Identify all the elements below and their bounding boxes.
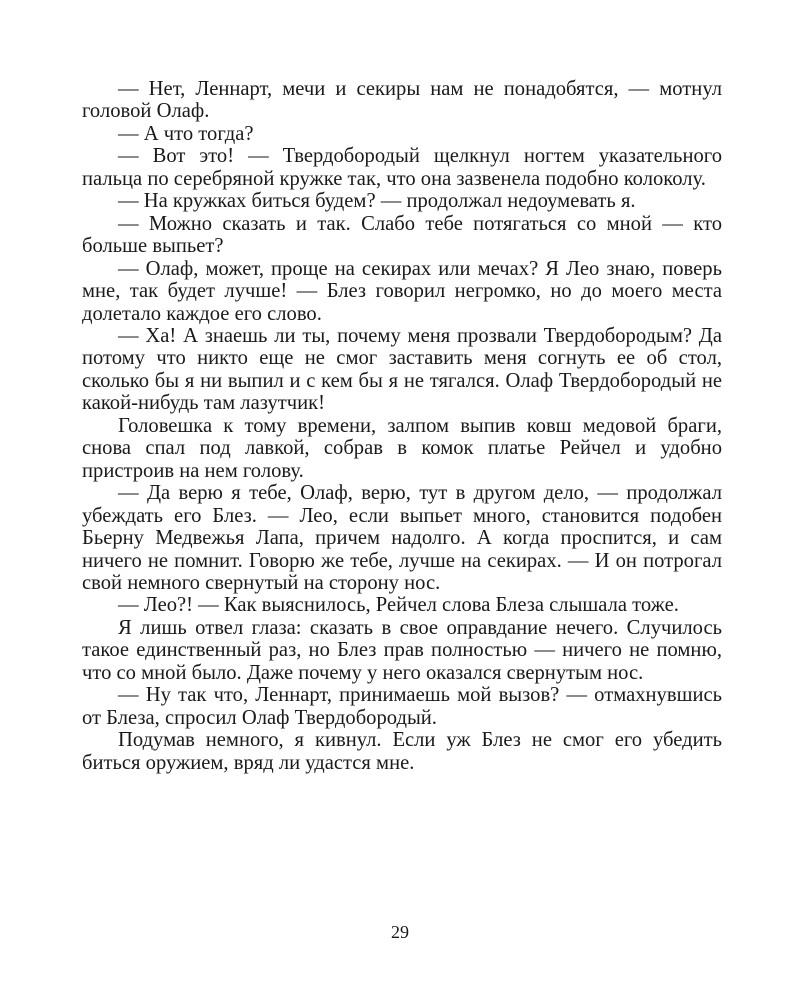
paragraph: — Нет, Леннарт, мечи и секиры нам не понадобятся, — мотнул головой Олаф. [82,78,722,123]
paragraph: — Лео?! — Как выяснилось, Рейчел слова Блеза слышала тоже. [118,594,679,617]
paragraph: — Вот это! — Твердобородый щелкнул ногтем указательного пальца по серебряной кружке так, что она зазвенела подобно колоколу. [82,145,722,190]
paragraph: — А что тогда? [118,122,254,145]
paragraph: — Олаф, может, проще на секирах или мечах? Я Лео знаю, поверь мне, так будет лучше! — Блез говорил негромко, но до моего места долетало каждое его слово. [82,257,722,325]
page-text [82,78,722,774]
paragraph: Головешка к тому времени, залпом выпив ковш медовой браги, снова спал под лавкой, собрав в комок платье Рейчел и удобно пристроив на нем голову. [82,414,722,482]
paragraph: — Ну так что, Леннарт, принимаешь мой вызов? — отмахнувшись от Блеза, спросил Олаф Твердобородый. [82,684,722,729]
paragraph: — Можно сказать и так. Слабо тебе потягаться со мной — кто больше выпьет? [82,212,722,258]
paragraph: Подумав немного, я кивнул. Если уж Блез не смог его убедить биться оружием, вряд ли удастся мне. [82,729,722,774]
page-number: 29 [391,922,409,942]
paragraph: — Да верю я тебе, Олаф, верю, тут в другом дело, — продолжал убеждать его Блез. — Лео, если выпьет много, становится подобен Бьерну Медвежья Лапа, причем надолго. А когда проспится, и сам ничего не помнит. Говорю же тебе, лучше на секирах. — И он потрогал свой немного свернутый на сторону нос. [82,482,722,594]
paragraph: Я лишь отвел глаза: сказать в свое оправдание нечего. Случилось такое единственный раз, но Блез прав полностью — ничего не помню, что со мной было. Даже почему у него оказался свернутым нос. [82,616,722,684]
paragraph: — На кружках биться будем? — продолжал недоумевать я. [118,190,636,213]
paragraph: — Ха! А знаешь ли ты, почему меня прозвали Твердобородым? Да потому что никто еще не смог заставить меня согнуть ее об стол, сколько бы я ни выпил и с кем бы я не тягался. Олаф Твердобородый не какой-нибудь там лазутчик! [82,324,722,415]
